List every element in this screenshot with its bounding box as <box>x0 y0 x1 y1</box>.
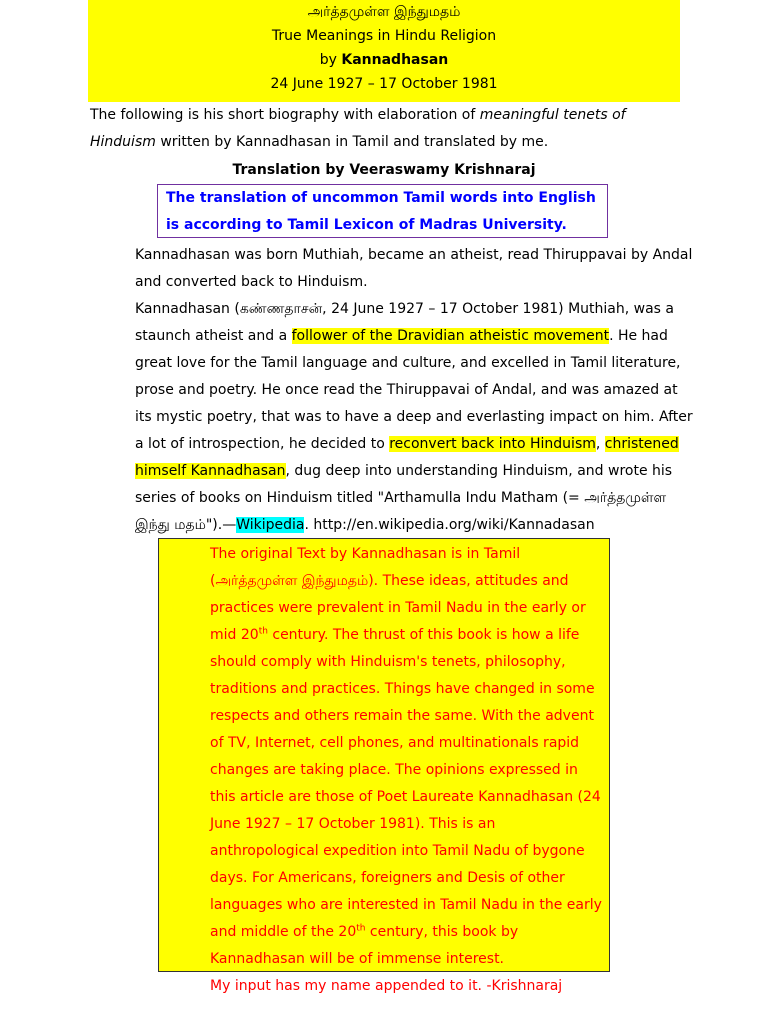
intro-italic: meaningful tenets of Hinduism <box>90 107 626 150</box>
superscript-th-1: th <box>258 626 268 637</box>
intro-text-1: The following is his short biography with elaboration of <box>90 107 480 123</box>
disclaimer-signoff: My input has my name appended to it. -Krishnaraj <box>210 978 563 994</box>
wikipedia-link[interactable]: Wikipedia <box>236 517 305 533</box>
byline <box>88 48 680 72</box>
bio-text-1: Kannadhasan (கண்ணதாசன், 24 June 1927 – 17 October 1981) Muthiah, was a staunch atheist and a <box>135 301 675 344</box>
biography <box>135 242 695 539</box>
bio-text-4: , dug deep into understanding Hinduism, and wrote his series of books on Hinduism titled "Arthamulla Indu Matham (= அர்த்தமுள்ள இந்து மதம்").— <box>135 463 673 533</box>
by-label: by <box>319 52 342 68</box>
highlight-christened: christened himself Kannadhasan <box>135 436 679 479</box>
disclaimer-part-1: The original Text by Kannadhasan is in Tamil (அர்த்தமுள்ள இந்துமதம்). These ideas, attitudes and practices were prevalent in Tamil Nadu in the early or mid 20 <box>210 546 586 643</box>
superscript-th-2: th <box>356 923 366 934</box>
translation-credit: Translation by Veeraswamy Krishnaraj <box>232 162 536 178</box>
author-name: Kannadhasan <box>341 52 449 68</box>
disclaimer-part-2: century. The thrust of this book is how a life should comply with Hinduism's tenets, philosophy, traditions and practices. Things have changed in some respects and others remain the same. With the advent of TV, Internet, cell phones, and multinationals rapid changes are taking place. The opinions expressed in this article are those of Poet Laureate Kannadhasan (24 June 1927 – 17 October 1981). This is an anthropological expedition into Tamil Nadu of bygone days. For Americans, foreigners and Desis of other languages who are interested in Tamil Nadu in the early and middle of the 20 <box>210 627 602 940</box>
disclaimer-text <box>210 541 605 1000</box>
bio-summary: Kannadhasan was born Muthiah, became an atheist, read Thiruppavai by Andal and converted back to Hinduism. <box>135 247 693 290</box>
lexicon-note-box <box>157 184 608 238</box>
author-dates: 24 June 1927 – 17 October 1981 <box>270 76 498 92</box>
highlight-dravidian: follower of the Dravidian atheistic movement <box>291 328 610 344</box>
bio-paragraph <box>135 296 695 539</box>
english-title: True Meanings in Hindu Religion <box>271 28 497 44</box>
disclaimer-box <box>158 538 610 994</box>
disclaimer-part-3: century, this book by Kannadhasan will be of immense interest. <box>210 924 519 967</box>
title-banner <box>88 0 680 102</box>
highlight-reconvert: reconvert back into Hinduism <box>389 436 596 452</box>
intro-text-2: written by Kannadhasan in Tamil and translated by me. <box>155 134 549 150</box>
intro-paragraph <box>90 102 690 156</box>
bio-url: . http://en.wikipedia.org/wiki/Kannadasan <box>304 517 595 533</box>
lexicon-note: The translation of uncommon Tamil words into English is according to Tamil Lexicon of Madras University. <box>166 190 596 233</box>
bio-text-2: . He had great love for the Tamil language and culture, and excelled in Tamil literature, prose and poetry. He once read the Thiruppavai of Andal, and was amazed at its mystic poetry, that was to have a deep and everlasting impact on him. After a lot of introspection, he decided to <box>135 328 693 452</box>
tamil-title: அர்த்தமுள்ள இந்துமதம் <box>307 4 461 20</box>
bio-text-3: , <box>595 436 605 452</box>
